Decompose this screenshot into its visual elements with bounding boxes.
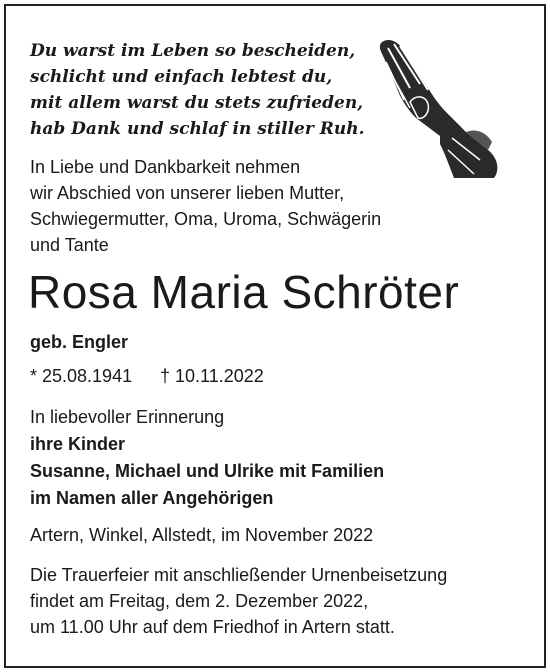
deceased-name: Rosa Maria Schröter [28,266,460,318]
born-name: geb. Engler [30,332,129,352]
mourners-line: Susanne, Michael und Ulrike mit Familien [30,461,385,481]
funeral-info [30,562,510,640]
poem-line: Du warst im Leben so bescheiden, [30,41,356,61]
mourners-line: im Namen aller Angehörigen [30,488,274,508]
poem [30,38,365,142]
intro-line: Schwiegermutter, Oma, Uroma, Schwägerin [30,209,382,229]
funeral-line: um 11.00 Uhr auf dem Friedhof in Artern statt. [30,617,395,637]
intro-line: In Liebe und Dankbarkeit nehmen [30,157,301,177]
mourners-intro: In liebevoller Erinnerung [30,407,225,427]
mourners [30,404,510,512]
intro-line: wir Abschied von unserer lieben Mutter, [30,183,345,203]
mourners-line: ihre Kinder [30,434,126,454]
funeral-line: Die Trauerfeier mit anschließender Urnenbeisetzung [30,565,448,585]
place-date: Artern, Winkel, Allstedt, im November 2022 [30,525,374,545]
birth-date: * 25.08.1941 [30,366,133,386]
death-date: † 10.11.2022 [160,366,264,386]
life-dates [30,364,490,388]
funeral-line: findet am Freitag, dem 2. Dezember 2022, [30,591,369,611]
poem-line: mit allem warst du stets zufrieden, [30,93,364,113]
intro-line: und Tante [30,235,109,255]
intro-text [30,154,490,258]
poem-line: schlicht und einfach lebtest du, [30,67,333,87]
poem-line: hab Dank und schlaf in stiller Ruh. [30,119,365,139]
